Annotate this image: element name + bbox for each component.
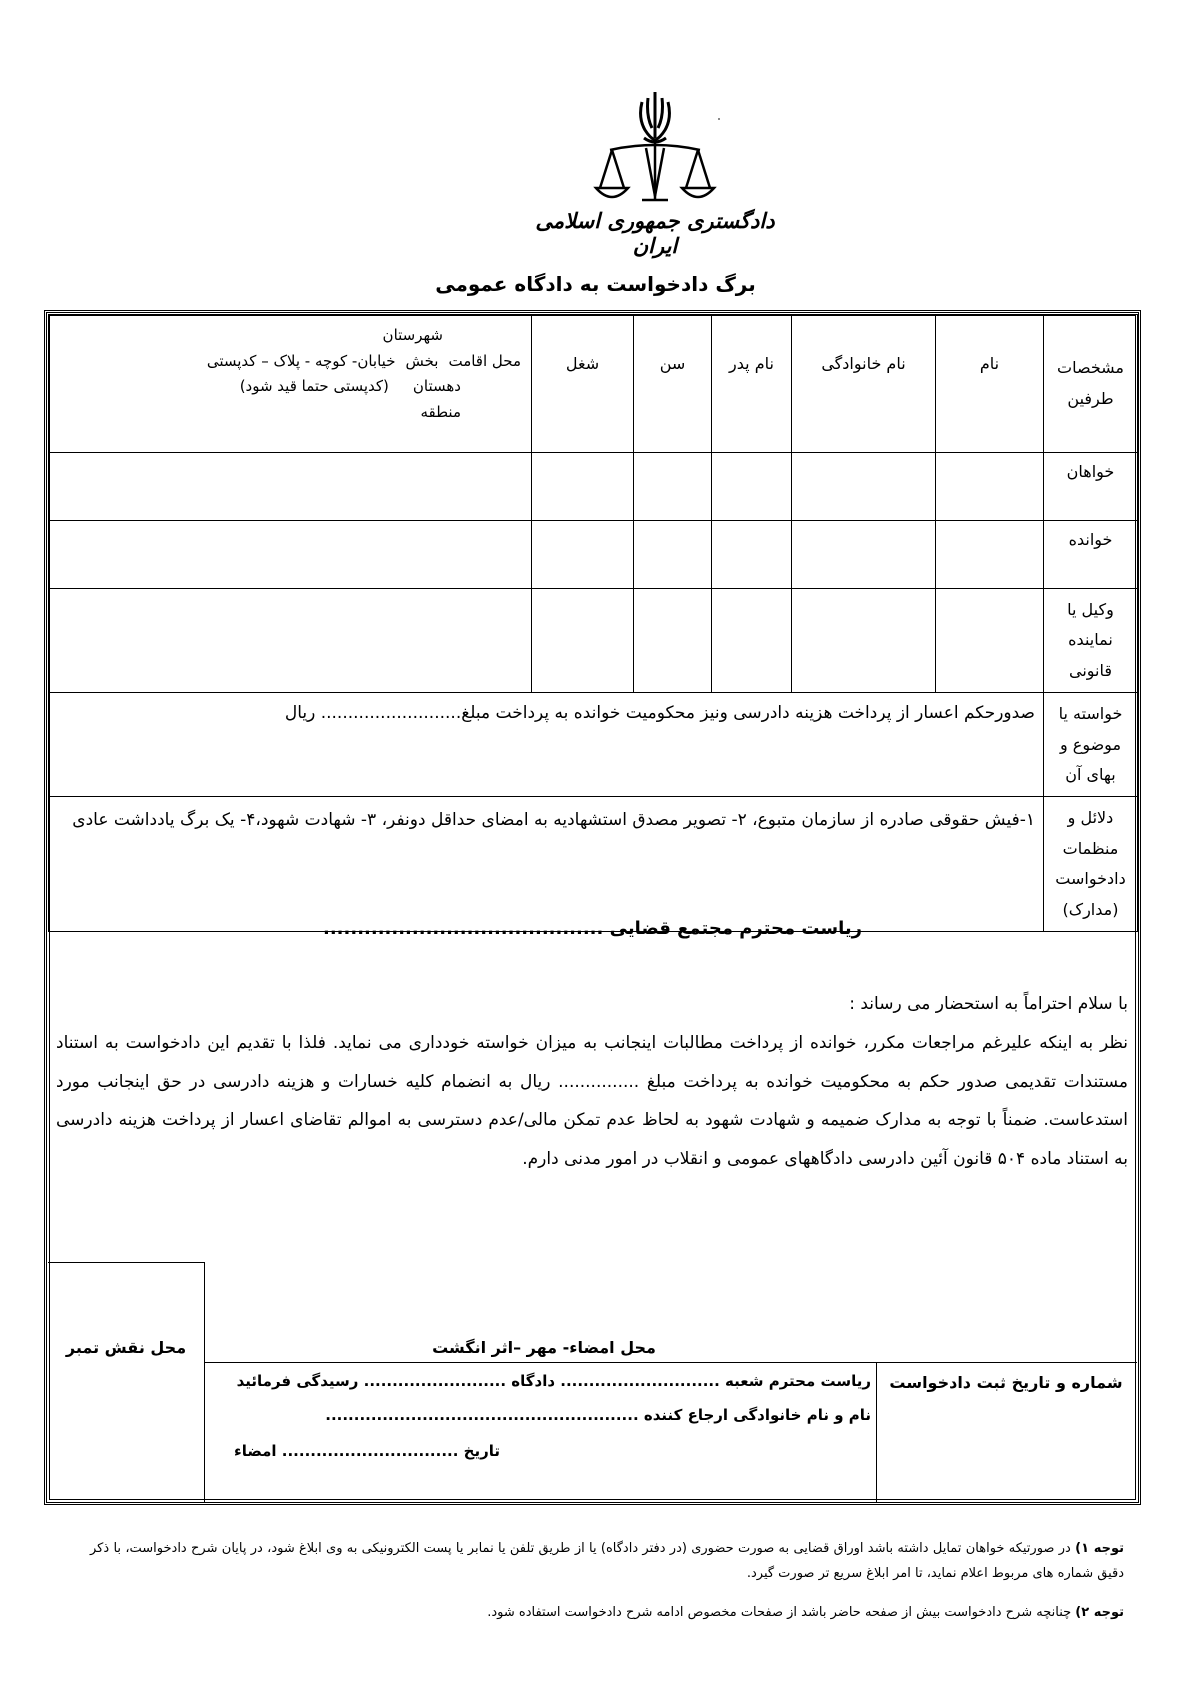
attorney-father-cell[interactable] (712, 589, 792, 693)
plaintiff-father-cell[interactable] (712, 453, 792, 521)
letter-body[interactable] (56, 985, 1128, 1179)
defendant-name-cell[interactable] (936, 521, 1044, 589)
address-street: خیابان- کوچه - پلاک – کدپستی (206, 351, 396, 370)
plaintiff-label: خواهان (1044, 453, 1138, 521)
family-header: نام خانوادگی (792, 315, 936, 453)
address-postal-note: (کدپستی حتما قید شود) (239, 377, 389, 395)
stamp-area-label: محل نقش تمبر (65, 1338, 187, 1357)
attorney-residence-cell[interactable] (49, 589, 532, 693)
plaintiff-residence-cell[interactable] (49, 453, 532, 521)
attorney-name-cell[interactable] (936, 589, 1044, 693)
defendant-job-cell[interactable] (532, 521, 634, 589)
speck (718, 118, 720, 120)
plaintiff-row (49, 453, 1138, 521)
defendant-family-cell[interactable] (792, 521, 936, 589)
address-region: منطقه (420, 402, 461, 421)
attorney-label: وکیل یا نماینده قانونی (1044, 589, 1138, 693)
plaintiff-family-cell[interactable] (792, 453, 936, 521)
defendant-father-cell[interactable] (712, 521, 792, 589)
name-header: نام (936, 315, 1044, 453)
greeting: با سلام احتراماً به استحضار می رساند : (849, 994, 1128, 1014)
address-county: شهرستان (382, 326, 443, 344)
claim-row (49, 693, 1138, 797)
evidence-label: دلائل و منظمات دادخواست (مدارک) (1044, 797, 1138, 932)
registration-label: شماره و تاریخ ثبت دادخواست (889, 1373, 1123, 1392)
evidence-text[interactable]: ۱-فیش حقوقی صادره از سازمان متبوع، ۲- تصویر مصدق استشهادیه به امضای حداقل دونفر، ۳- شهادت شهود،۴- یک برگ یادداشت عادی (49, 797, 1044, 932)
age-header: سن (634, 315, 712, 453)
note-2-label: توجه ۲) (1075, 1605, 1124, 1620)
note-2-text: چنانچه شرح دادخواست بیش از صفحه حاضر باشد از صفحات مخصوص ادامه شرح دادخواست استفاده شود. (487, 1605, 1072, 1620)
plaintiff-name-cell[interactable] (936, 453, 1044, 521)
plaintiff-age-cell[interactable] (634, 453, 712, 521)
form-title: برگ دادخواست به دادگاه عمومی (435, 272, 756, 296)
attorney-age-cell[interactable] (634, 589, 712, 693)
org-name: دادگستری جمهوری اسلامی ایران (535, 208, 775, 258)
defendant-label: خوانده (1044, 521, 1138, 589)
attorney-row (49, 589, 1138, 693)
plaintiff-job-cell[interactable] (532, 453, 634, 521)
referral-line-3: تاریخ ............................... امضاء (234, 1442, 500, 1460)
stamp-box-divider (204, 1262, 205, 1503)
registration-divider (876, 1362, 877, 1503)
referral-box-top (204, 1362, 1137, 1363)
note-1 (90, 1536, 1124, 1587)
claim-label: خواسته یا موضوع و بهای آن (1044, 693, 1138, 797)
attorney-job-cell[interactable] (532, 589, 634, 693)
residence-label: محل اقامت (448, 351, 521, 370)
note-1-label: توجه ۱) (1075, 1541, 1124, 1556)
parties-header: مشخصات طرفین (1044, 315, 1138, 453)
job-header: شغل (532, 315, 634, 453)
defendant-age-cell[interactable] (634, 521, 712, 589)
defendant-row (49, 521, 1138, 589)
father-header: نام پدر (712, 315, 792, 453)
residence-header (49, 315, 532, 453)
address-district: بخش (405, 351, 439, 370)
note-1-text: در صورتیکه خواهان تمایل داشته باشد اوراق قضایی به صورت حضوری (در دفتر دادگاه) یا از طریق تلفن یا نمابر یا پست الکترونیکی به وی ابلاغ شود، در پایان شرح دادخواست، با ذکر دقیق شماره های مربوط اعلام نماید، تا امر ابلاغ سریع تر صورت گیرد. (90, 1541, 1124, 1582)
defendant-residence-cell[interactable] (49, 521, 532, 589)
attorney-family-cell[interactable] (792, 589, 936, 693)
parties-table (48, 314, 1138, 932)
evidence-row (49, 797, 1138, 932)
address-rural: دهستان (412, 377, 461, 395)
claim-text[interactable]: صدورحکم اعسار از پرداخت هزینه دادرسی ونیز محکومیت خوانده به پرداخت مبلغ.......................... ریال (49, 693, 1044, 797)
header-row (49, 315, 1138, 453)
referral-line-2: نام و نام خانوادگی ارجاع کننده ....................................................... (325, 1406, 871, 1424)
stamp-box-top (48, 1262, 204, 1263)
note-2 (90, 1600, 1124, 1625)
letter-text: نظر به اینکه علیرغم مراجعات مکرر، خوانده از پرداخت مطالبات اینجانب به میزان خواسته خودداری می نماید. فلذا با تقدیم این دادخواست به استناد مستندات تقدیمی صدور حکم به محکومیت خوانده به پرداخت مبلغ ............... ریال به انضمام کلیه خسارات و هزینه دادرسی در حق اینجانب مورد استدعاست. ضمناً با توجه به مدارک ضمیمه و شهادت شهود به لحاظ عدم تمکن مالی/عدم دسترسی به اموالم تقاضای اعسار از پرداخت هزینه دادرسی به استناد ماده ۵۰۴ قانون آئین دادرسی دادگاههای عمومی و انقلاب در امور مدنی دارم. (56, 1032, 1128, 1169)
signature-area-label: محل امضاء- مهر –اثر انگشت (432, 1338, 656, 1357)
addressee: ریاست محترم مجتمع قضایی ......................................... (323, 918, 862, 939)
referral-line-1: ریاست محترم شعبه ............................ دادگاه ......................... رسیدگی فرمائید (236, 1372, 871, 1390)
